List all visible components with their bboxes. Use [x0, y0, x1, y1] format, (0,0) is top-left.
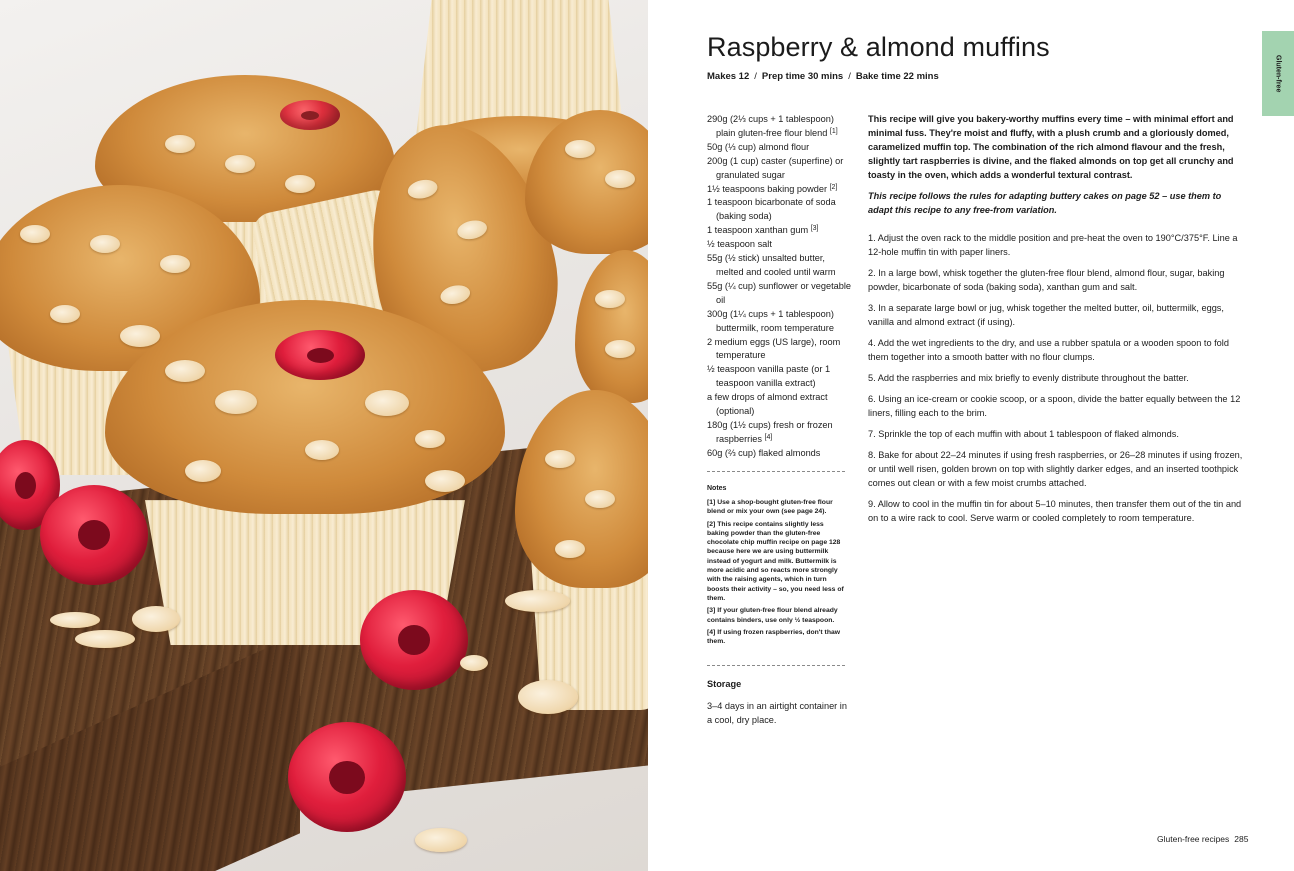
prep-time: Prep time 30 mins: [761, 71, 844, 82]
method-step: 9. Allow to cool in the muffin tin for about 5–10 minutes, then transfer them out of the tin and on to a wire rack to cool. Serve warm or cooled completely to room temperature.: [868, 499, 1242, 523]
dashed-divider: [707, 665, 845, 666]
note: [3] If your gluten-free flour blend already contains binders, use only ½ teaspoon.: [707, 607, 838, 624]
storage-heading: Storage: [707, 679, 742, 689]
loose-almond-flake: [460, 655, 488, 671]
method-step: 1. Adjust the oven rack to the middle position and pre-heat the oven to 190°C/375°F. Line a 12-hole muffin tin with paper liners.: [868, 233, 1238, 257]
raspberry: [288, 722, 406, 832]
separator: /: [754, 71, 757, 82]
note: [1] Use a shop-bought gluten-free flour blend or mix your own (see page 24).: [707, 499, 833, 516]
method-step: 2. In a large bowl, whisk together the gluten-free flour blend, almond flour, sugar, baking powder, bicarbonate of soda (baking soda), xanthan gum and salt.: [868, 268, 1225, 292]
footnote-ref: [1]: [829, 127, 838, 135]
ingredient: 1 teaspoon xanthan gum [3]: [707, 225, 819, 236]
storage-text: 3–4 days in an airtight container in a cool, dry place.: [707, 701, 847, 725]
method-step: 5. Add the raspberries and mix briefly to evenly distribute throughout the batter.: [868, 373, 1189, 383]
raspberry: [360, 590, 468, 690]
method-steps: [868, 231, 1248, 532]
ingredient: ½ teaspoon salt: [707, 239, 772, 250]
section-tab: [1262, 31, 1294, 116]
page-footer: [1157, 834, 1248, 844]
ingredient: 55g (¼ cup) sunflower or vegetable oil: [707, 280, 852, 305]
method-step: 8. Bake for about 22–24 minutes if using fresh raspberries, or 26–28 minutes if using frozen, or until well risen, golden brown on top with slightly darker edges, and an inserted toothpick comes out clean or with a few moist crumbs attached.: [868, 450, 1243, 488]
footnote-ref: [2]: [829, 183, 838, 191]
loose-almond-flake: [50, 612, 100, 628]
ingredient: 300g (1¼ cups + 1 tablespoon) buttermilk, room temperature: [707, 308, 834, 333]
footer-section: Gluten-free recipes: [1157, 834, 1230, 844]
ingredient: 180g (1½ cups) fresh or frozen raspberries [4]: [707, 419, 833, 444]
method-step: 7. Sprinkle the top of each muffin with about 1 tablespoon of flaked almonds.: [868, 429, 1179, 439]
method-step: 3. In a separate large bowl or jug, whisk together the melted butter, oil, buttermilk, eggs, vanilla and almond extract (if using).: [868, 303, 1224, 327]
ingredient: 1 teaspoon bicarbonate of soda (baking soda): [707, 197, 836, 222]
recipe-title: Raspberry & almond muffins: [707, 32, 1050, 62]
recipe-page: [648, 0, 1294, 871]
notes-heading: Notes: [707, 485, 727, 492]
ingredient: 2 medium eggs (US large), room temperature: [707, 336, 841, 361]
notes: [707, 498, 847, 649]
intro-paragraph: This recipe will give you bakery-worthy muffins every time – with minimal effort and minimal fuss. They're moist and fluffy, with a plush crumb and a gloriously domed, caramelized muffin top. The combination of the rich almond flavour and the fresh, slightly tart raspberries is divine, and the flaked almonds on top get all crunchy and toasty in the oven, which adds a wonderful textural contrast.: [868, 114, 1234, 180]
yield: Makes 12: [707, 71, 750, 82]
footnote-ref: [4]: [764, 433, 773, 441]
ingredient: 290g (2⅓ cups + 1 tablespoon) plain gluten-free flour blend [1]: [707, 114, 838, 138]
method-step: 6. Using an ice-cream or cookie scoop, or a spoon, divide the batter equally between the 12 liners, filling each to the brim.: [868, 394, 1241, 418]
ingredient: 60g (⅔ cup) flaked almonds: [707, 447, 821, 458]
ingredient: a few drops of almond extract (optional): [707, 392, 828, 417]
muffin: [515, 390, 648, 710]
muffin-main: [105, 300, 505, 645]
separator: /: [848, 71, 851, 82]
recipe-meta: [707, 71, 939, 82]
footnote-ref: [3]: [810, 225, 819, 233]
note: [2] This recipe contains slightly less baking powder than the gluten-free chocolate chip muffin recipe on page 128 because here we are using buttermilk instead of yogurt and milk. Buttermilk is more acidic and so reacts more strongly with the raising agents, which in turn boosts their activity – so, you need less of them.: [707, 520, 844, 602]
ingredient: 200g (1 cup) caster (superfine) or granulated sugar: [707, 155, 844, 180]
page-number: 285: [1234, 834, 1249, 844]
ingredient: 50g (⅓ cup) almond flour: [707, 141, 810, 152]
method-step: 4. Add the wet ingredients to the dry, and use a rubber spatula or a wooden spoon to fold them together into a smooth batter with no flour clumps.: [868, 338, 1229, 362]
dashed-divider: [707, 471, 845, 472]
raspberry: [40, 485, 148, 585]
section-tab-label: Gluten-free: [1274, 54, 1282, 93]
loose-almond-flake: [505, 590, 570, 612]
ingredient: 1½ teaspoons baking powder [2]: [707, 183, 838, 194]
note: [4] If using frozen raspberries, don't thaw them.: [707, 628, 841, 646]
ingredient: ½ teaspoon vanilla paste (or 1 teaspoon vanilla extract): [707, 364, 831, 389]
bake-time: Bake time 22 mins: [855, 71, 939, 82]
loose-almond-flake: [518, 680, 578, 714]
ingredients-list: [707, 113, 852, 461]
ingredient: 55g (½ stick) unsalted butter, melted and cooled until warm: [707, 253, 836, 277]
loose-almond-flake: [75, 630, 135, 648]
loose-almond-flake: [415, 828, 467, 852]
loose-almond-flake: [132, 606, 180, 632]
intro-note: This recipe follows the rules for adapting buttery cakes on page 52 – use them to adapt this recipe to any free-from variation.: [868, 191, 1222, 215]
